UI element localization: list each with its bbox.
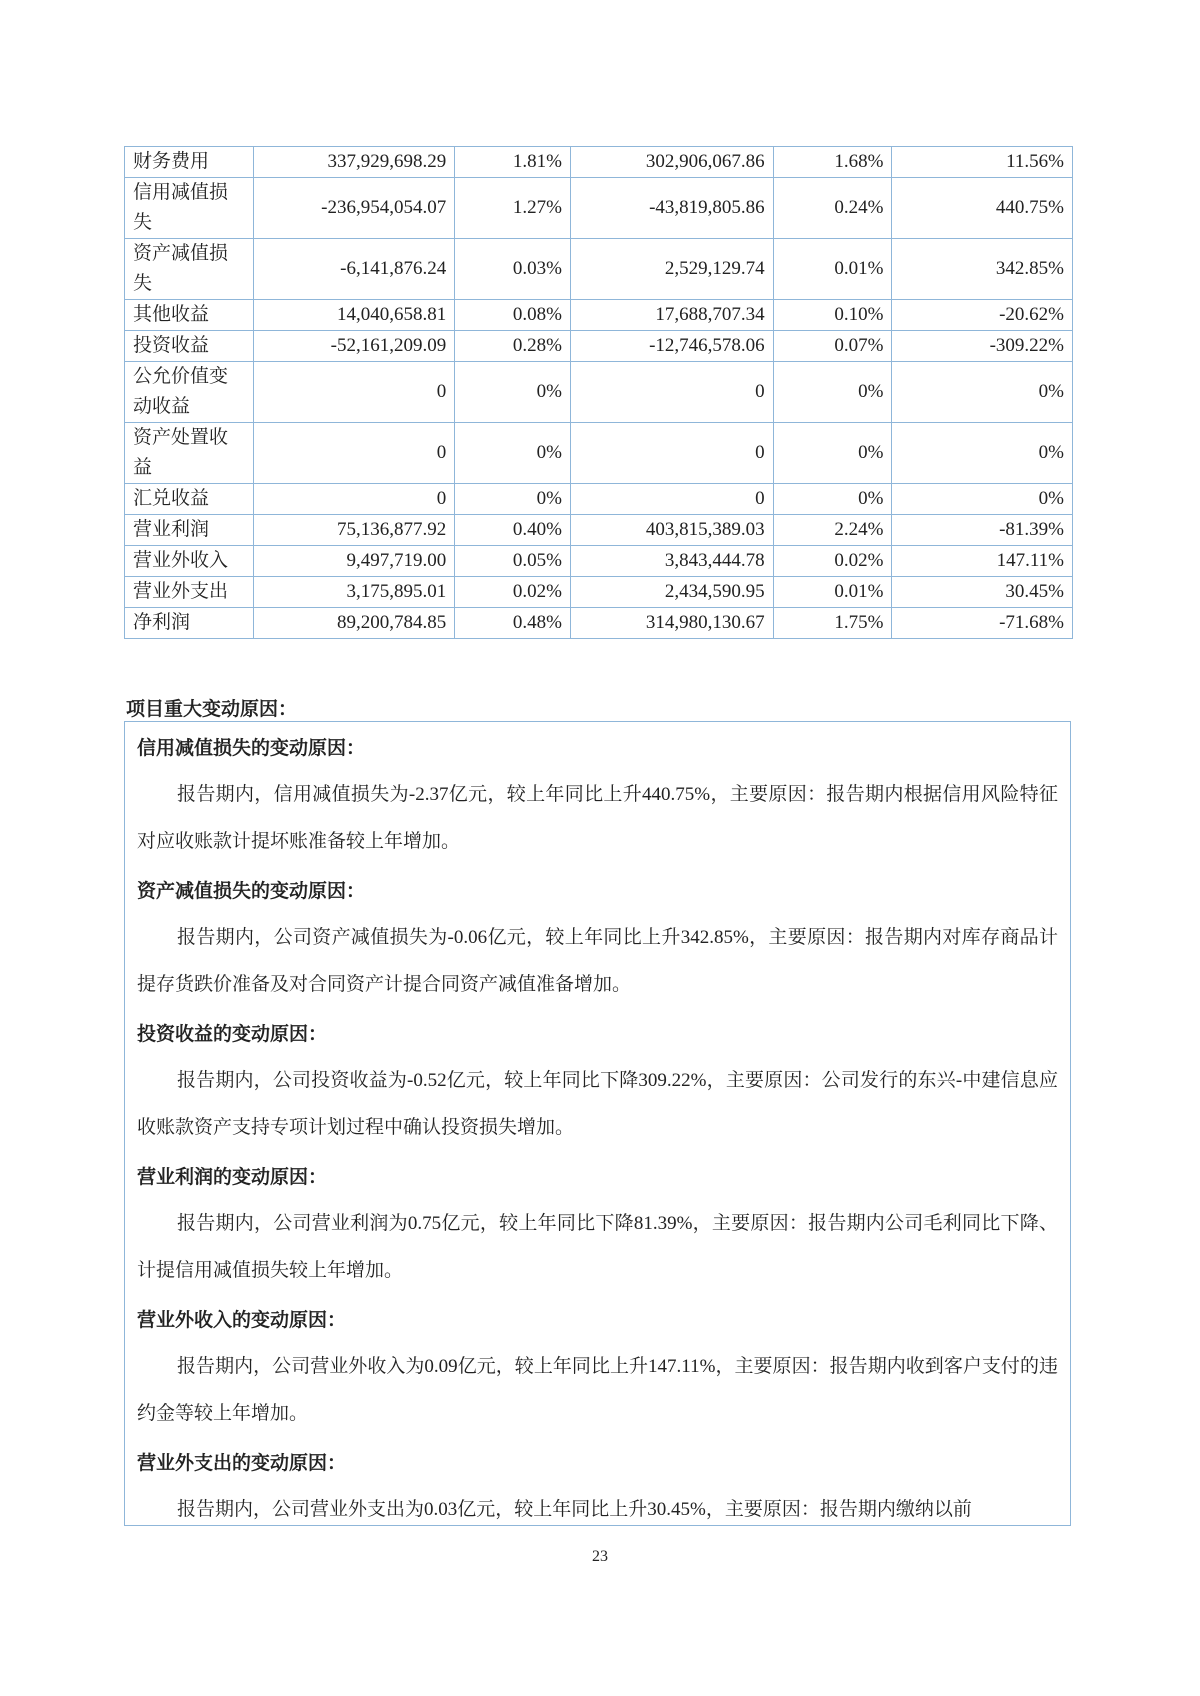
cell-value: 89,200,784.85 [253,608,455,639]
cell-value: 3,175,895.01 [253,577,455,608]
cell-value: 1.75% [773,608,892,639]
reason-section [125,1151,1070,1294]
cell-value: 1.81% [455,147,571,178]
cell-value: 0.40% [455,515,571,546]
cell-value: 0% [455,484,571,515]
cell-value: 0% [773,362,892,423]
cell-value: 0 [253,484,455,515]
reason-title: 信用减值损失的变动原因： [137,738,366,759]
cell-value: -43,819,805.86 [571,178,774,239]
cell-value: 0.05% [455,546,571,577]
cell-value: 0% [773,423,892,484]
reason-text: 报告期内，信用减值损失为-2.37亿元，较上年同比上升440.75%，主要原因：报告期内根据信用风险特征对应收账款计提坏账准备较上年增加。 [137,784,1058,852]
cell-value: 0 [253,362,455,423]
reason-text: 报告期内，公司投资收益为-0.52亿元，较上年同比下降309.22%，主要原因：公司发行的东兴-中建信息应收账款资产支持专项计划过程中确认投资损失增加。 [137,1070,1058,1138]
cell-value: 2,434,590.95 [571,577,774,608]
cell-value: -71.68% [892,608,1073,639]
cell-value: 0% [455,362,571,423]
cell-value: 0.01% [773,239,892,300]
table-row [125,331,1073,362]
change-reasons-box [124,721,1071,1526]
table-row [125,608,1073,639]
cell-value: -6,141,876.24 [253,239,455,300]
reason-section [125,1294,1070,1437]
cell-value: 0.28% [455,331,571,362]
row-label: 净利润 [125,608,254,639]
table-row [125,300,1073,331]
cell-value: 0.01% [773,577,892,608]
cell-value: 0 [253,423,455,484]
cell-value: 0.24% [773,178,892,239]
cell-value: 0.08% [455,300,571,331]
table-row [125,423,1073,484]
cell-value: -81.39% [892,515,1073,546]
cell-value: 0.48% [455,608,571,639]
cell-value: 0.03% [455,239,571,300]
cell-value: 147.11% [892,546,1073,577]
reason-title: 营业外支出的变动原因： [137,1453,347,1474]
cell-value: 342.85% [892,239,1073,300]
section-heading: 项目重大变动原因： [126,699,298,720]
row-label: 公允价值变动收益 [125,362,254,423]
cell-value: 0% [892,484,1073,515]
row-label: 资产减值损失 [125,239,254,300]
table-row [125,147,1073,178]
reason-text: 报告期内，公司资产减值损失为-0.06亿元，较上年同比上升342.85%，主要原因：报告期内对库存商品计提存货跌价准备及对合同资产计提合同资产减值准备增加。 [137,927,1058,995]
row-label: 财务费用 [125,147,254,178]
row-label: 营业外收入 [125,546,254,577]
cell-value: 2.24% [773,515,892,546]
cell-value: 0 [571,362,774,423]
reason-title: 营业外收入的变动原因： [137,1310,347,1331]
reason-title: 投资收益的变动原因： [137,1024,328,1045]
row-label: 营业外支出 [125,577,254,608]
table-row [125,515,1073,546]
cell-value: 0% [773,484,892,515]
cell-value: 1.27% [455,178,571,239]
cell-value: 0% [892,423,1073,484]
reason-title: 资产减值损失的变动原因： [137,881,366,902]
cell-value: 0.07% [773,331,892,362]
table-row [125,577,1073,608]
row-label: 投资收益 [125,331,254,362]
reason-section [125,722,1070,865]
cell-value: -52,161,209.09 [253,331,455,362]
table-row [125,239,1073,300]
reason-text: 报告期内，公司营业外收入为0.09亿元，较上年同比上升147.11%，主要原因：报告期内收到客户支付的违约金等较上年增加。 [137,1356,1058,1424]
cell-value: -20.62% [892,300,1073,331]
cell-value: 75,136,877.92 [253,515,455,546]
cell-value: 337,929,698.29 [253,147,455,178]
table-row [125,178,1073,239]
reason-section [125,865,1070,1008]
cell-value: -12,746,578.06 [571,331,774,362]
income-statement-table [124,146,1073,639]
cell-value: 0.02% [773,546,892,577]
cell-value: 17,688,707.34 [571,300,774,331]
table-row [125,546,1073,577]
cell-value: 0% [455,423,571,484]
cell-value: 0.10% [773,300,892,331]
table-row [125,484,1073,515]
cell-value: 302,906,067.86 [571,147,774,178]
cell-value: -236,954,054.07 [253,178,455,239]
table-row [125,362,1073,423]
reason-text: 报告期内，公司营业利润为0.75亿元，较上年同比下降81.39%，主要原因：报告期内公司毛利同比下降、计提信用减值损失较上年增加。 [137,1213,1058,1281]
reason-title: 营业利润的变动原因： [137,1167,328,1188]
row-label: 信用减值损失 [125,178,254,239]
row-label: 其他收益 [125,300,254,331]
cell-value: 14,040,658.81 [253,300,455,331]
cell-value: 314,980,130.67 [571,608,774,639]
cell-value: 3,843,444.78 [571,546,774,577]
cell-value: 440.75% [892,178,1073,239]
cell-value: 0.02% [455,577,571,608]
reason-section [125,1008,1070,1151]
cell-value: 11.56% [892,147,1073,178]
cell-value: 30.45% [892,577,1073,608]
cell-value: 9,497,719.00 [253,546,455,577]
page-number: 23 [592,1548,608,1565]
row-label: 汇兑收益 [125,484,254,515]
cell-value: 0 [571,484,774,515]
cell-value: 403,815,389.03 [571,515,774,546]
cell-value: -309.22% [892,331,1073,362]
cell-value: 0% [892,362,1073,423]
reason-text: 报告期内，公司营业外支出为0.03亿元，较上年同比上升30.45%，主要原因：报告期内缴纳以前 [177,1499,972,1520]
row-label: 资产处置收益 [125,423,254,484]
cell-value: 0 [571,423,774,484]
cell-value: 2,529,129.74 [571,239,774,300]
row-label: 营业利润 [125,515,254,546]
reason-section [125,1437,1070,1526]
cell-value: 1.68% [773,147,892,178]
